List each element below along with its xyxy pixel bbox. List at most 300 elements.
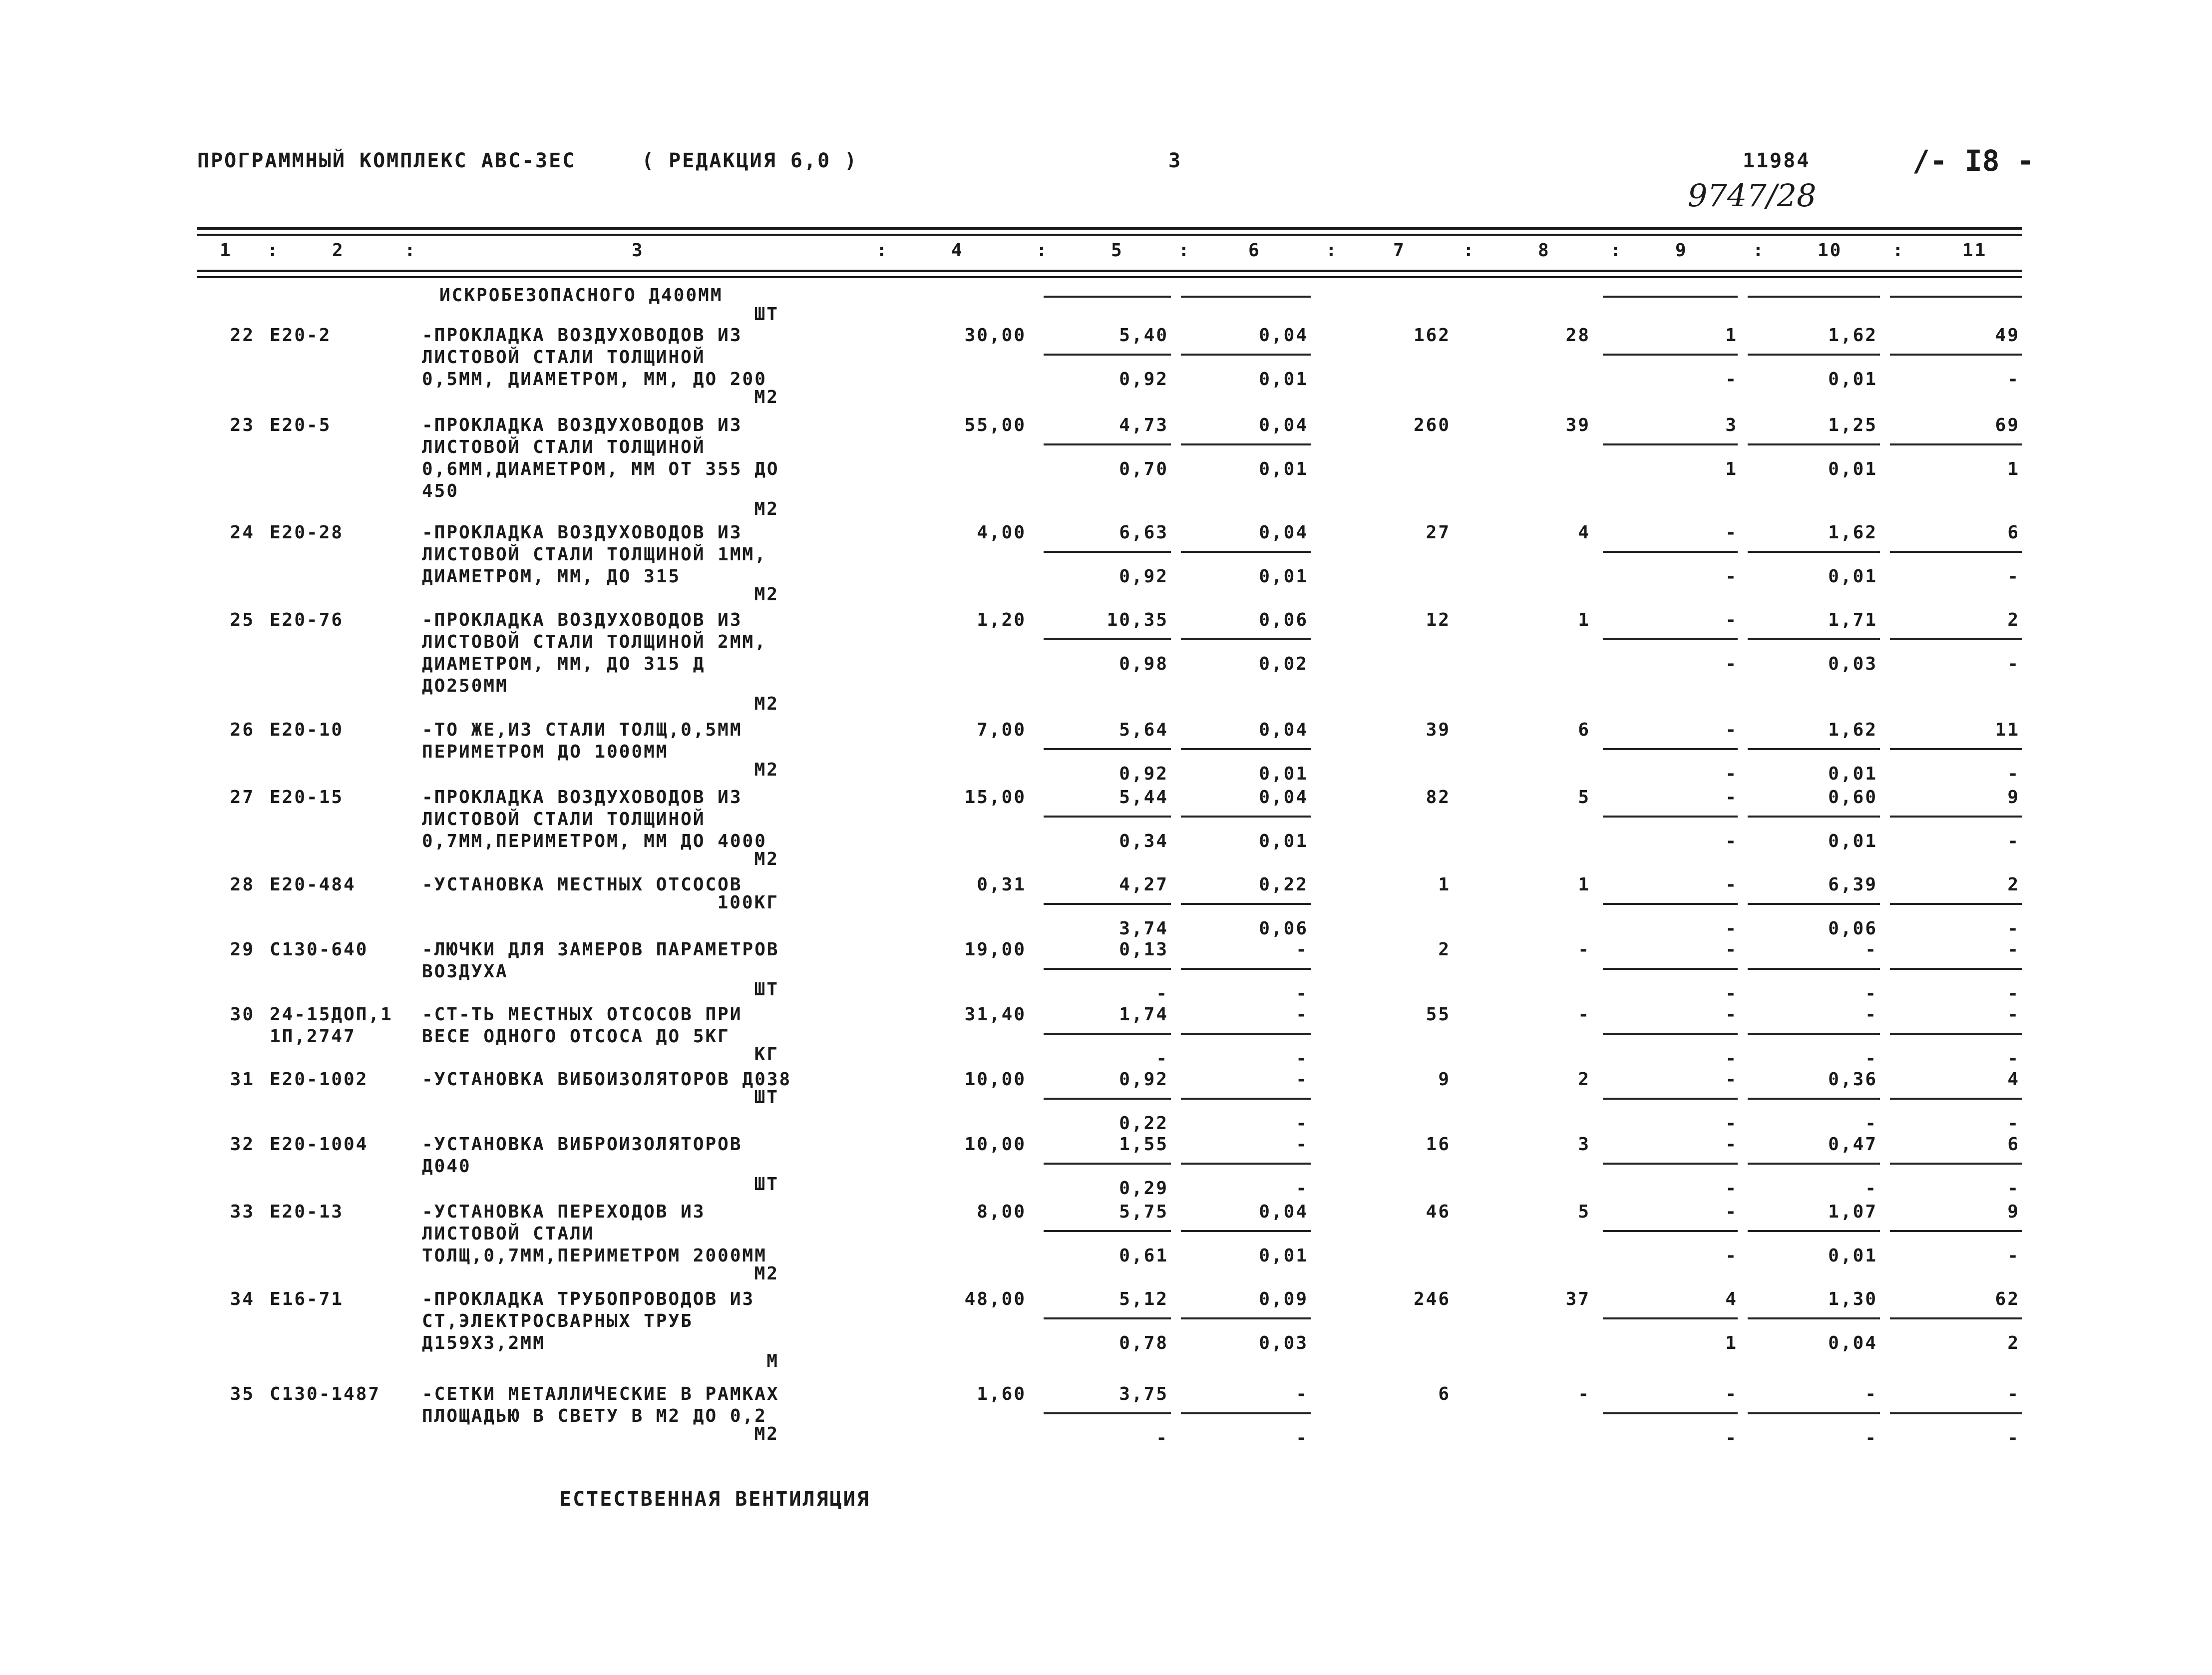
col5-sub-value: 0,29 xyxy=(1119,1178,1168,1199)
col11-sub-value: 1 xyxy=(2007,459,2020,479)
divider-line xyxy=(1181,748,1311,750)
row-code: Е20-15 xyxy=(270,787,344,808)
col5-sub-value: 0,92 xyxy=(1119,764,1168,784)
col8-value: 4 xyxy=(1578,522,1590,543)
row-description: ЛИСТОВОЙ СТАЛИ ТОЛЩИНОЙ 1ММ, xyxy=(422,544,767,565)
continued-description: ИСКРОБЕЗОПАСНОГО Д400ММ xyxy=(439,285,723,306)
row-number: 27 xyxy=(230,787,255,808)
col5-sub-value: 0,61 xyxy=(1119,1246,1168,1266)
divider-line xyxy=(1181,1412,1311,1414)
divider-line xyxy=(1748,443,1880,445)
row-unit: ШТ xyxy=(754,979,779,1000)
col10-value: 1,62 xyxy=(1828,720,1877,740)
row-number: 33 xyxy=(230,1202,255,1222)
col4-value: 1,60 xyxy=(977,1384,1026,1404)
divider-line xyxy=(1748,1317,1880,1319)
header-rule-bottom xyxy=(197,270,2022,272)
row-code: С130-1487 xyxy=(270,1384,381,1404)
col4-value: 8,00 xyxy=(977,1202,1026,1222)
header-rule-bottom-2 xyxy=(197,276,2022,278)
divider-line xyxy=(1748,1163,1880,1165)
col10-value: 0,36 xyxy=(1828,1069,1877,1090)
col10-sub-value: 0,03 xyxy=(1828,654,1877,674)
col10-value: - xyxy=(1865,1384,1877,1404)
row-number: 22 xyxy=(230,325,255,346)
col6-sub-value: 0,01 xyxy=(1259,369,1308,390)
divider-line xyxy=(1890,1230,2022,1232)
divider-line xyxy=(1044,816,1171,818)
col11-sub-value: - xyxy=(2007,1428,2020,1448)
col5-value: 5,75 xyxy=(1119,1202,1168,1222)
col6-sub-value: 0,01 xyxy=(1259,566,1308,587)
col9-sub-value: - xyxy=(1725,369,1738,390)
divider-line xyxy=(1890,296,2022,298)
divider-line xyxy=(1603,551,1738,553)
col10-value: 6,39 xyxy=(1828,874,1877,895)
col10-value: 1,30 xyxy=(1828,1289,1877,1309)
section-title: ЕСТЕСТВЕННАЯ ВЕНТИЛЯЦИЯ xyxy=(559,1488,870,1511)
row-description: ПЕРИМЕТРОМ ДО 1000ММ xyxy=(422,742,669,762)
col11-value: 49 xyxy=(1995,325,2020,346)
col10-sub-value: - xyxy=(1865,1113,1877,1134)
row-number: 32 xyxy=(230,1134,255,1155)
col11-value: - xyxy=(2007,939,2020,960)
col10-value: 1,62 xyxy=(1828,325,1877,346)
col11-sub-value: - xyxy=(2007,1048,2020,1069)
row-unit: 100КГ xyxy=(717,892,779,913)
row-description: ДО250ММ xyxy=(422,676,508,696)
column-separator: : xyxy=(1326,240,1338,261)
divider-line xyxy=(1890,1033,2022,1035)
col10-value: 1,62 xyxy=(1828,522,1877,543)
col9-sub-value: - xyxy=(1725,918,1738,939)
divider-line xyxy=(1890,816,2022,818)
col11-value: - xyxy=(2007,1004,2020,1025)
col10-value: 1,07 xyxy=(1828,1202,1877,1222)
col6-sub-value: 0,01 xyxy=(1259,459,1308,479)
column-number-5: 5 xyxy=(1111,240,1123,261)
column-number-1: 1 xyxy=(220,240,232,261)
row-unit: М2 xyxy=(754,849,779,869)
col11-value: 4 xyxy=(2007,1069,2020,1090)
divider-line xyxy=(1181,1098,1311,1100)
row-description: ЛИСТОВОЙ СТАЛИ ТОЛЩИНОЙ xyxy=(422,809,706,830)
column-separator: : xyxy=(267,240,280,261)
row-description: -УСТАНОВКА ВИБРОИЗОЛЯТОРОВ xyxy=(422,1134,742,1155)
col6-value: 0,04 xyxy=(1259,1202,1308,1222)
column-number-2: 2 xyxy=(332,240,345,261)
divider-line xyxy=(1748,1033,1880,1035)
row-description: ЛИСТОВОЙ СТАЛИ ТОЛЩИНОЙ 2ММ, xyxy=(422,632,767,652)
col7-value: 27 xyxy=(1426,522,1451,543)
col5-value: 5,44 xyxy=(1119,787,1168,808)
row-code: Е20-76 xyxy=(270,610,344,630)
row-number: 25 xyxy=(230,610,255,630)
row-description: -ТО ЖЕ,ИЗ СТАЛИ ТОЛЩ,0,5ММ xyxy=(422,720,742,740)
col9-sub-value: 1 xyxy=(1725,459,1738,479)
col5-sub-value: 0,92 xyxy=(1119,566,1168,587)
col11-value: 2 xyxy=(2007,610,2020,630)
column-number-9: 9 xyxy=(1675,240,1688,261)
divider-line xyxy=(1748,1098,1880,1100)
col4-value: 48,00 xyxy=(964,1289,1026,1309)
row-code: Е16-71 xyxy=(270,1289,344,1309)
col8-value: - xyxy=(1578,1384,1590,1404)
row-description: ЛИСТОВОЙ СТАЛИ xyxy=(422,1224,595,1244)
col5-value: 10,35 xyxy=(1106,610,1168,630)
row-code: Е20-1004 xyxy=(270,1134,369,1155)
divider-line xyxy=(1603,968,1738,970)
col11-value: 62 xyxy=(1995,1289,2020,1309)
edition-label: ( РЕДАКЦИЯ 6,0 ) xyxy=(642,149,858,172)
column-separator: : xyxy=(1036,240,1049,261)
col8-value: - xyxy=(1578,939,1590,960)
row-description: ДИАМЕТРОМ, ММ, ДО 315 Д xyxy=(422,654,706,674)
col11-value: 6 xyxy=(2007,1134,2020,1155)
row-number: 35 xyxy=(230,1384,255,1404)
page-number: 3 xyxy=(1168,149,1182,172)
column-number-7: 7 xyxy=(1393,240,1406,261)
row-number: 26 xyxy=(230,720,255,740)
column-separator: : xyxy=(1892,240,1905,261)
divider-line xyxy=(1603,1033,1738,1035)
col5-value: 5,64 xyxy=(1119,720,1168,740)
divider-line xyxy=(1044,748,1171,750)
col6-value: 0,04 xyxy=(1259,325,1308,346)
col11-value: 9 xyxy=(2007,787,2020,808)
divider-line xyxy=(1890,748,2022,750)
divider-line xyxy=(1044,296,1171,298)
col6-value: - xyxy=(1296,1134,1308,1155)
column-separator: : xyxy=(1178,240,1191,261)
col9-sub-value: - xyxy=(1725,1048,1738,1069)
col4-value: 31,40 xyxy=(964,1004,1026,1025)
col11-sub-value: - xyxy=(2007,654,2020,674)
col5-sub-value: 0,34 xyxy=(1119,831,1168,851)
row-description: -ПРОКЛАДКА ВОЗДУХОВОДОВ ИЗ xyxy=(422,522,742,543)
col7-value: 16 xyxy=(1426,1134,1451,1155)
col9-sub-value: - xyxy=(1725,983,1738,1004)
col9-sub-value: - xyxy=(1725,654,1738,674)
column-number-6: 6 xyxy=(1248,240,1261,261)
col6-sub-value: 0,01 xyxy=(1259,831,1308,851)
col9-value: 3 xyxy=(1725,415,1738,435)
column-number-3: 3 xyxy=(632,240,644,261)
col5-sub-value: 0,70 xyxy=(1119,459,1168,479)
divider-line xyxy=(1044,638,1171,640)
col4-value: 1,20 xyxy=(977,610,1026,630)
row-description: -ПРОКЛАДКА ВОЗДУХОВОДОВ ИЗ xyxy=(422,610,742,630)
row-code: Е20-28 xyxy=(270,522,344,543)
col7-value: 46 xyxy=(1426,1202,1451,1222)
divider-line xyxy=(1890,1098,2022,1100)
col6-sub-value: - xyxy=(1296,1048,1308,1069)
col4-value: 10,00 xyxy=(964,1134,1026,1155)
col6-value: 0,09 xyxy=(1259,1289,1308,1309)
row-description: ВОЗДУХА xyxy=(422,961,508,982)
col5-sub-value: 0,92 xyxy=(1119,369,1168,390)
divider-line xyxy=(1603,1317,1738,1319)
col8-value: 5 xyxy=(1578,1202,1590,1222)
col9-sub-value: - xyxy=(1725,764,1738,784)
divider-line xyxy=(1748,1412,1880,1414)
divider-line xyxy=(1748,1230,1880,1232)
col4-value: 0,31 xyxy=(977,874,1026,895)
col7-value: 246 xyxy=(1413,1289,1451,1309)
col5-value: 6,63 xyxy=(1119,522,1168,543)
row-unit: М2 xyxy=(754,694,779,714)
row-code: Е20-5 xyxy=(270,415,332,435)
col10-value: - xyxy=(1865,1004,1877,1025)
col10-sub-value: - xyxy=(1865,1428,1877,1448)
col9-value: - xyxy=(1725,939,1738,960)
row-unit: М2 xyxy=(754,1263,779,1284)
divider-line xyxy=(1748,638,1880,640)
col10-value: 0,60 xyxy=(1828,787,1877,808)
col7-value: 1 xyxy=(1438,874,1451,895)
column-separator: : xyxy=(1753,240,1765,261)
col5-sub-value: 0,78 xyxy=(1119,1333,1168,1353)
row-unit: КГ xyxy=(754,1044,779,1065)
header-rule-top-2 xyxy=(197,234,2022,236)
col4-value: 19,00 xyxy=(964,939,1026,960)
col9-sub-value: - xyxy=(1725,566,1738,587)
col5-sub-value: 0,22 xyxy=(1119,1113,1168,1134)
row-description: -СЕТКИ МЕТАЛЛИЧЕСКИЕ В РАМКАХ xyxy=(422,1384,779,1404)
col7-value: 6 xyxy=(1438,1384,1451,1404)
row-description: ТОЛЩ,0,7ММ,ПЕРИМЕТРОМ 2000ММ xyxy=(422,1246,767,1266)
col11-sub-value: - xyxy=(2007,831,2020,851)
col6-value: - xyxy=(1296,1004,1308,1025)
col5-value: 0,13 xyxy=(1119,939,1168,960)
col9-value: - xyxy=(1725,1202,1738,1222)
col6-sub-value: 0,01 xyxy=(1259,1246,1308,1266)
col9-value: - xyxy=(1725,787,1738,808)
row-description: 0,6ММ,ДИАМЕТРОМ, ММ ОТ 355 ДО xyxy=(422,459,779,479)
divider-line xyxy=(1181,296,1311,298)
row-description: 0,5ММ, ДИАМЕТРОМ, ММ, ДО 200 xyxy=(422,369,767,390)
row-description: Д159Х3,2ММ xyxy=(422,1333,545,1353)
col5-sub-value: - xyxy=(1156,983,1168,1004)
row-number: 23 xyxy=(230,415,255,435)
divider-line xyxy=(1181,903,1311,905)
row-code: Е20-484 xyxy=(270,874,356,895)
col11-value: 9 xyxy=(2007,1202,2020,1222)
col9-value: - xyxy=(1725,874,1738,895)
row-code-secondary: 1П,2747 xyxy=(270,1026,356,1047)
col11-sub-value: - xyxy=(2007,566,2020,587)
col6-sub-value: - xyxy=(1296,983,1308,1004)
divider-line xyxy=(1890,968,2022,970)
row-code: С130-640 xyxy=(270,939,369,960)
divider-line xyxy=(1044,443,1171,445)
col5-value: 1,55 xyxy=(1119,1134,1168,1155)
divider-line xyxy=(1044,968,1171,970)
col8-value: 6 xyxy=(1578,720,1590,740)
column-number-8: 8 xyxy=(1538,240,1550,261)
divider-line xyxy=(1181,1033,1311,1035)
col6-sub-value: - xyxy=(1296,1178,1308,1199)
row-description: -ПРОКЛАДКА ВОЗДУХОВОДОВ ИЗ xyxy=(422,325,742,346)
col7-value: 260 xyxy=(1413,415,1451,435)
divider-line xyxy=(1603,748,1738,750)
col6-value: - xyxy=(1296,1069,1308,1090)
divider-line xyxy=(1748,551,1880,553)
col8-value: 3 xyxy=(1578,1134,1590,1155)
row-unit: ШТ xyxy=(754,1174,779,1195)
col9-value: - xyxy=(1725,610,1738,630)
col10-sub-value: 0,01 xyxy=(1828,1246,1877,1266)
row-unit: ШТ xyxy=(754,1087,779,1108)
col9-value: - xyxy=(1725,1004,1738,1025)
col4-value: 10,00 xyxy=(964,1069,1026,1090)
col10-sub-value: - xyxy=(1865,983,1877,1004)
divider-line xyxy=(1890,1317,2022,1319)
col9-value: - xyxy=(1725,1384,1738,1404)
row-description: -ПРОКЛАДКА ВОЗДУХОВОДОВ ИЗ xyxy=(422,787,742,808)
col9-value: - xyxy=(1725,1069,1738,1090)
col4-value: 7,00 xyxy=(977,720,1026,740)
col8-value: 2 xyxy=(1578,1069,1590,1090)
row-description: 450 xyxy=(422,481,459,501)
col6-value: 0,04 xyxy=(1259,787,1308,808)
program-title: ПРОГРАММНЫЙ КОМПЛЕКС АВС-ЗЕС xyxy=(197,149,576,172)
col9-value: 1 xyxy=(1725,325,1738,346)
col5-value: 1,74 xyxy=(1119,1004,1168,1025)
col5-value: 5,12 xyxy=(1119,1289,1168,1309)
col9-value: - xyxy=(1725,1134,1738,1155)
divider-line xyxy=(1044,1033,1171,1035)
col5-value: 3,75 xyxy=(1119,1384,1168,1404)
column-number-10: 10 xyxy=(1818,240,1843,261)
row-description: ЛИСТОВОЙ СТАЛИ ТОЛЩИНОЙ xyxy=(422,347,706,368)
col11-sub-value: - xyxy=(2007,983,2020,1004)
row-description: Д040 xyxy=(422,1156,471,1177)
divider-line xyxy=(1044,354,1171,356)
col4-value: 55,00 xyxy=(964,415,1026,435)
divider-line xyxy=(1890,443,2022,445)
row-description: -ПРОКЛАДКА ТРУБОПРОВОДОВ ИЗ xyxy=(422,1289,755,1309)
col11-value: 11 xyxy=(1995,720,2020,740)
col8-value: 37 xyxy=(1565,1289,1590,1309)
col11-sub-value: - xyxy=(2007,1113,2020,1134)
divider-line xyxy=(1044,551,1171,553)
row-description: -ПРОКЛАДКА ВОЗДУХОВОДОВ ИЗ xyxy=(422,415,742,435)
col7-value: 2 xyxy=(1438,939,1451,960)
divider-line xyxy=(1181,551,1311,553)
col9-value: 4 xyxy=(1725,1289,1738,1309)
divider-line xyxy=(1748,748,1880,750)
col6-sub-value: 0,03 xyxy=(1259,1333,1308,1353)
divider-line xyxy=(1044,1230,1171,1232)
row-unit: М2 xyxy=(754,387,779,408)
col8-value: 28 xyxy=(1565,325,1590,346)
row-description: ДИАМЕТРОМ, ММ, ДО 315 xyxy=(422,566,681,587)
row-unit: М2 xyxy=(754,760,779,780)
col9-sub-value: - xyxy=(1725,1428,1738,1448)
col6-value: 0,22 xyxy=(1259,874,1308,895)
document-code: 11984 xyxy=(1743,149,1811,172)
col7-value: 82 xyxy=(1426,787,1451,808)
col6-sub-value: - xyxy=(1296,1113,1308,1134)
row-code: 24-15ДОП,1 xyxy=(270,1004,393,1025)
col10-sub-value: 0,01 xyxy=(1828,566,1877,587)
handwritten-note: 9747/28 xyxy=(1688,177,1817,214)
divider-line xyxy=(1890,903,2022,905)
col8-value: - xyxy=(1578,1004,1590,1025)
col11-sub-value: - xyxy=(2007,764,2020,784)
row-number: 34 xyxy=(230,1289,255,1309)
row-description: ЛИСТОВОЙ СТАЛИ ТОЛЩИНОЙ xyxy=(422,437,706,457)
row-code: Е20-10 xyxy=(270,720,344,740)
col5-sub-value: 0,98 xyxy=(1119,654,1168,674)
col9-sub-value: - xyxy=(1725,1246,1738,1266)
divider-line xyxy=(1044,1317,1171,1319)
divider-line xyxy=(1603,1163,1738,1165)
col10-sub-value: 0,04 xyxy=(1828,1333,1877,1353)
col8-value: 1 xyxy=(1578,874,1590,895)
col8-value: 39 xyxy=(1565,415,1590,435)
col5-sub-value: - xyxy=(1156,1428,1168,1448)
divider-line xyxy=(1603,1230,1738,1232)
col10-sub-value: 0,01 xyxy=(1828,459,1877,479)
divider-line xyxy=(1748,296,1880,298)
col11-sub-value: - xyxy=(2007,369,2020,390)
row-number: 24 xyxy=(230,522,255,543)
column-number-11: 11 xyxy=(1962,240,1987,261)
col10-value: 1,71 xyxy=(1828,610,1877,630)
col5-value: 4,73 xyxy=(1119,415,1168,435)
divider-line xyxy=(1181,443,1311,445)
col7-value: 55 xyxy=(1426,1004,1451,1025)
continued-unit: ШТ xyxy=(754,304,779,325)
divider-line xyxy=(1890,1412,2022,1414)
divider-line xyxy=(1603,443,1738,445)
col10-value: - xyxy=(1865,939,1877,960)
divider-line xyxy=(1603,1098,1738,1100)
divider-line xyxy=(1181,968,1311,970)
col6-value: - xyxy=(1296,939,1308,960)
col6-value: - xyxy=(1296,1384,1308,1404)
row-code: Е20-2 xyxy=(270,325,332,346)
col6-sub-value: 0,01 xyxy=(1259,764,1308,784)
row-number: 31 xyxy=(230,1069,255,1090)
col11-value: 69 xyxy=(1995,415,2020,435)
row-number: 29 xyxy=(230,939,255,960)
row-unit: М2 xyxy=(754,1424,779,1444)
divider-line xyxy=(1181,1163,1311,1165)
divider-line xyxy=(1890,1163,2022,1165)
col11-value: 6 xyxy=(2007,522,2020,543)
col4-value: 15,00 xyxy=(964,787,1026,808)
divider-line xyxy=(1603,638,1738,640)
column-number-4: 4 xyxy=(951,240,964,261)
col5-sub-value: - xyxy=(1156,1048,1168,1069)
divider-line xyxy=(1603,1412,1738,1414)
header-rule-top xyxy=(197,227,2022,230)
row-description: СТ,ЭЛЕКТРОСВАРНЫХ ТРУБ xyxy=(422,1311,693,1331)
col6-value: 0,04 xyxy=(1259,720,1308,740)
row-description: 0,7ММ,ПЕРИМЕТРОМ, ММ ДО 4000 xyxy=(422,831,767,851)
divider-line xyxy=(1044,1412,1171,1414)
col6-value: 0,04 xyxy=(1259,415,1308,435)
row-number: 30 xyxy=(230,1004,255,1025)
divider-line xyxy=(1181,354,1311,356)
divider-line xyxy=(1044,1163,1171,1165)
divider-line xyxy=(1603,296,1738,298)
col7-value: 12 xyxy=(1426,610,1451,630)
row-description: -СТ-ТЬ МЕСТНЫХ ОТСОСОВ ПРИ xyxy=(422,1004,742,1025)
